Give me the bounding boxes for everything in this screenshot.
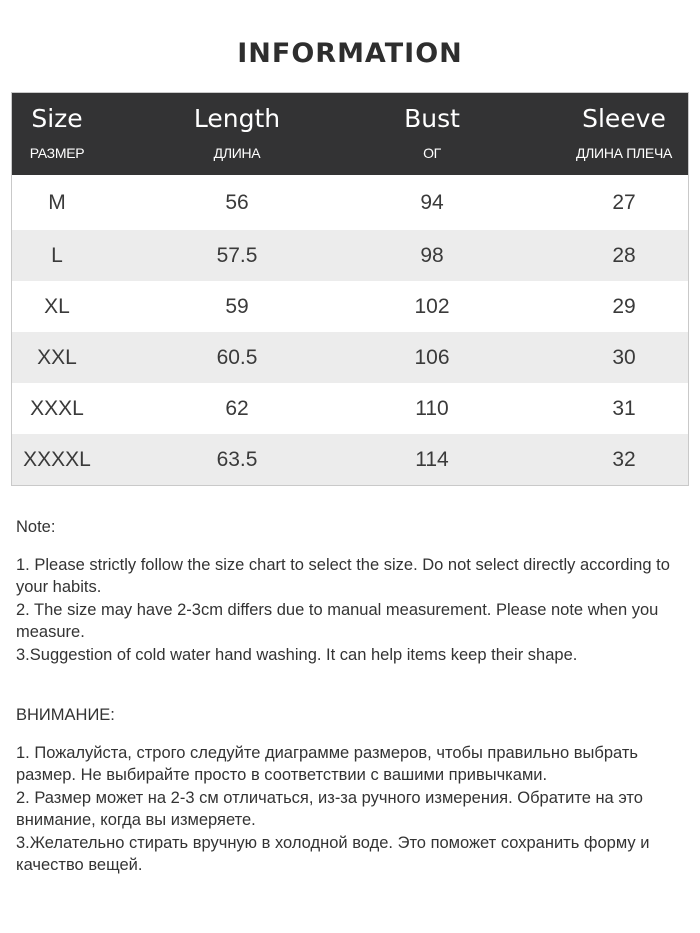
header-sleeve-label: Sleeve xyxy=(582,104,666,133)
header-bust-label: Bust xyxy=(404,104,460,133)
cell-bust: 102 xyxy=(414,294,450,318)
note-item: 3.Желательно стирать вручную в холодной воде. Это поможет сохранить форму и качество вещей. xyxy=(16,833,650,874)
header-length-label-ru: ДЛИНА xyxy=(213,145,261,161)
cell-bust: 110 xyxy=(415,396,449,420)
header-length-label: Length xyxy=(193,104,281,133)
cell-size: L xyxy=(51,243,63,267)
cell-size: XL xyxy=(44,294,70,318)
note-heading: Note: xyxy=(16,518,56,536)
header-size-label-ru: РАЗМЕР xyxy=(29,145,85,161)
cell-sleeve: 30 xyxy=(612,345,636,369)
page-title: INFORMATION xyxy=(237,38,463,69)
cell-size: XXL xyxy=(37,345,77,369)
cell-length: 56 xyxy=(225,190,249,214)
cell-length: 60.5 xyxy=(216,345,258,369)
header-size-label: Size xyxy=(31,104,83,133)
cell-length: 57.5 xyxy=(216,243,258,267)
header-sleeve xyxy=(524,93,700,175)
table-row xyxy=(12,175,688,230)
cell-sleeve: 32 xyxy=(612,447,636,471)
header-bust-label-ru: ОГ xyxy=(423,145,441,161)
header-bust xyxy=(332,93,532,175)
cell-length: 62 xyxy=(225,396,249,420)
table-row xyxy=(12,230,688,281)
cell-bust: 98 xyxy=(420,243,444,267)
note-item: 3.Suggestion of cold water hand washing. It can help items keep their shape. xyxy=(16,645,578,664)
note-section-ru xyxy=(16,704,688,877)
table-row xyxy=(12,383,688,434)
cell-length: 59 xyxy=(225,294,249,318)
cell-bust: 94 xyxy=(420,190,444,214)
note-item: 2. Размер может на 2-3 см отличаться, из-за ручного измерения. Обратите на это внимание, когда вы измеряете. xyxy=(16,788,643,829)
note-item: 2. The size may have 2-3cm differs due to manual measurement. Please note when you measure. xyxy=(16,600,659,641)
cell-bust: 114 xyxy=(415,447,449,471)
header-size xyxy=(12,93,102,175)
table-header xyxy=(12,93,688,175)
size-chart-table xyxy=(11,92,689,486)
table-row xyxy=(12,281,688,332)
header-length xyxy=(137,93,337,175)
cell-sleeve: 31 xyxy=(612,396,636,420)
cell-size: XXXXL xyxy=(23,447,91,471)
cell-size: M xyxy=(48,190,66,214)
note-heading: ВНИМАНИЕ: xyxy=(16,706,115,724)
cell-sleeve: 27 xyxy=(612,190,636,214)
note-section-en xyxy=(16,516,688,666)
note-item: 1. Пожалуйста, строго следуйте диаграмме размеров, чтобы правильно выбрать размер. Не выбирайте просто в соответствии с вашими привычками. xyxy=(16,743,638,784)
note-item: 1. Please strictly follow the size chart to select the size. Do not select directly according to your habits. xyxy=(16,555,670,596)
cell-sleeve: 29 xyxy=(612,294,636,318)
cell-size: XXXL xyxy=(30,396,84,420)
header-sleeve-label-ru: ДЛИНА ПЛЕЧА xyxy=(575,145,673,161)
cell-bust: 106 xyxy=(414,345,450,369)
table-row xyxy=(12,434,688,485)
cell-sleeve: 28 xyxy=(612,243,636,267)
table-row xyxy=(12,332,688,383)
cell-length: 63.5 xyxy=(216,447,258,471)
